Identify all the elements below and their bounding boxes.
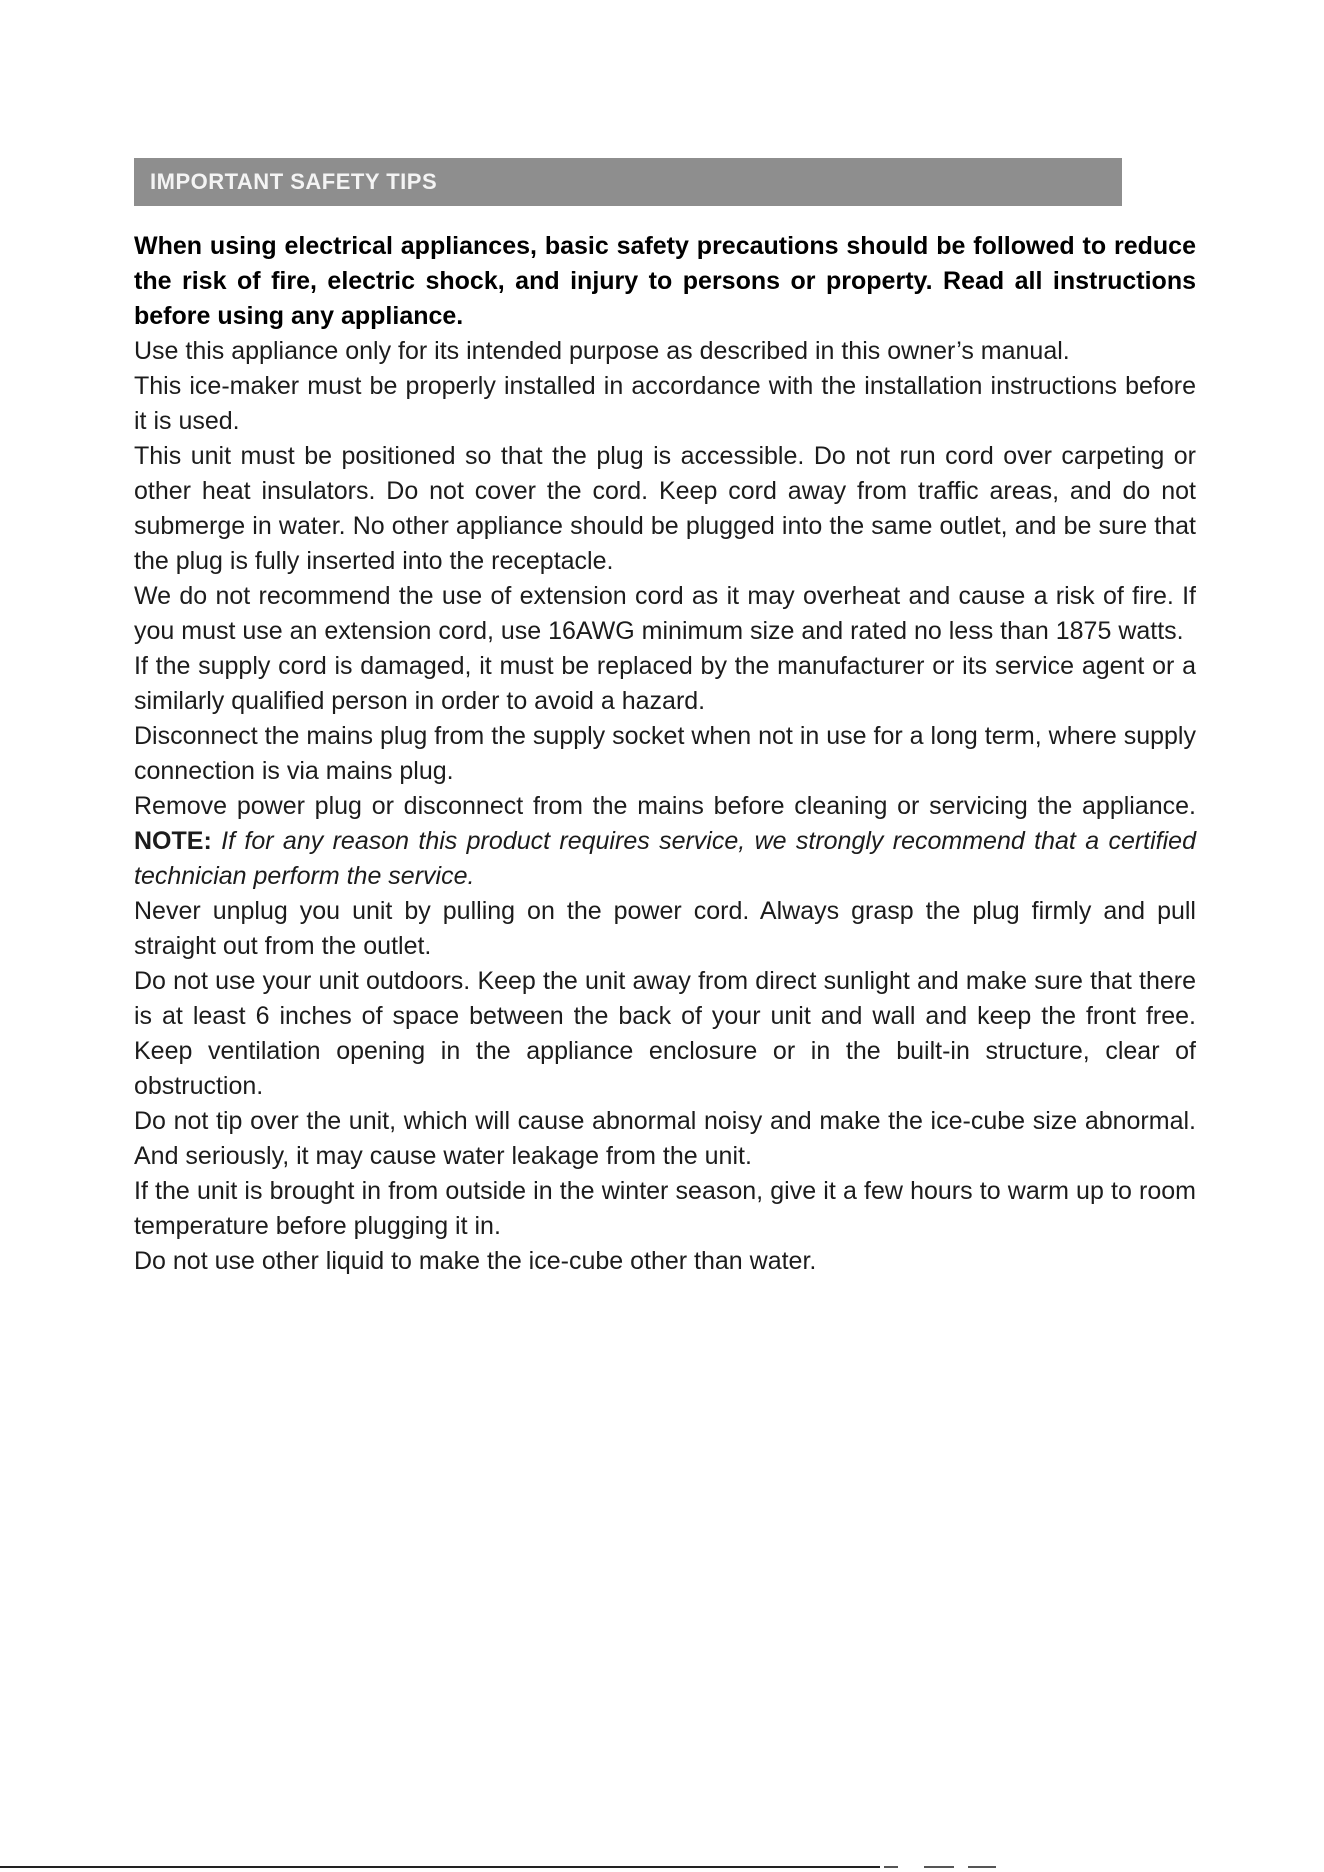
section-header-bar [134,158,1122,206]
servicing-text: Remove power plug or disconnect from the mains before cleaning or servicing the appliance. [134,792,1196,820]
safety-tip-disconnect: Disconnect the mains plug from the supply socket when not in use for a long term, where supply connection is via mains plug. [134,722,1196,785]
footer-rule [0,1866,880,1868]
safety-tip-intended-use: Use this appliance only for its intended purpose as described in this owner’s manual. [134,337,1070,365]
safety-tip-damaged-cord: If the supply cord is damaged, it must be replaced by the manufacturer or its service agent or a similarly qualified person in order to avoid a hazard. [134,652,1196,715]
document-page [134,158,1196,1279]
safety-tip-unplug: Never unplug you unit by pulling on the power cord. Always grasp the plug firmly and pull straight out from the outlet. [134,897,1196,960]
safety-tip-winter: If the unit is brought in from outside in the winter season, give it a few hours to warm up to room temperature before plugging it in. [134,1177,1196,1240]
safety-tip-positioning: This unit must be positioned so that the plug is accessible. Do not run cord over carpeting or other heat insulators. Do not cover the cord. Keep cord away from traffic areas, and do not submerge in water. No other appliance should be plugged into the same outlet, and be sure that the plug is fully inserted into the receptacle. [134,442,1196,575]
safety-tip-liquid: Do not use other liquid to make the ice-cube other than water. [134,1247,817,1275]
note-label: NOTE: [134,827,212,855]
footer-marks [884,1864,1004,1870]
section-title: IMPORTANT SAFETY TIPS [150,169,438,194]
safety-tip-outdoors: Do not use your unit outdoors. Keep the unit away from direct sunlight and make sure that there is at least 6 inches of space between the back of your unit and wall and keep the front free. Keep ventilation opening in the appliance enclosure or in the built-in structure, clear of obstruction. [134,967,1196,1100]
safety-tip-tipping: Do not tip over the unit, which will cause abnormal noisy and make the ice-cube size abnormal. And seriously, it may cause water leakage from the unit. [134,1107,1196,1170]
safety-tip-installation: This ice-maker must be properly installed in accordance with the installation instructions before it is used. [134,372,1196,435]
note-italic-text: If for any reason this product requires service, we strongly recommend that a certified technician perform the service. [134,827,1196,890]
safety-tip-extension-cord: We do not recommend the use of extension cord as it may overheat and cause a risk of fire. If you must use an extension cord, use 16AWG minimum size and rated no less than 1875 watts. [134,582,1196,645]
intro-warning: When using electrical appliances, basic safety precautions should be followed to reduce the risk of fire, electric shock, and injury to persons or property. Read all instructions before using any appliance. [134,232,1196,330]
safety-tip-servicing [134,789,1196,894]
